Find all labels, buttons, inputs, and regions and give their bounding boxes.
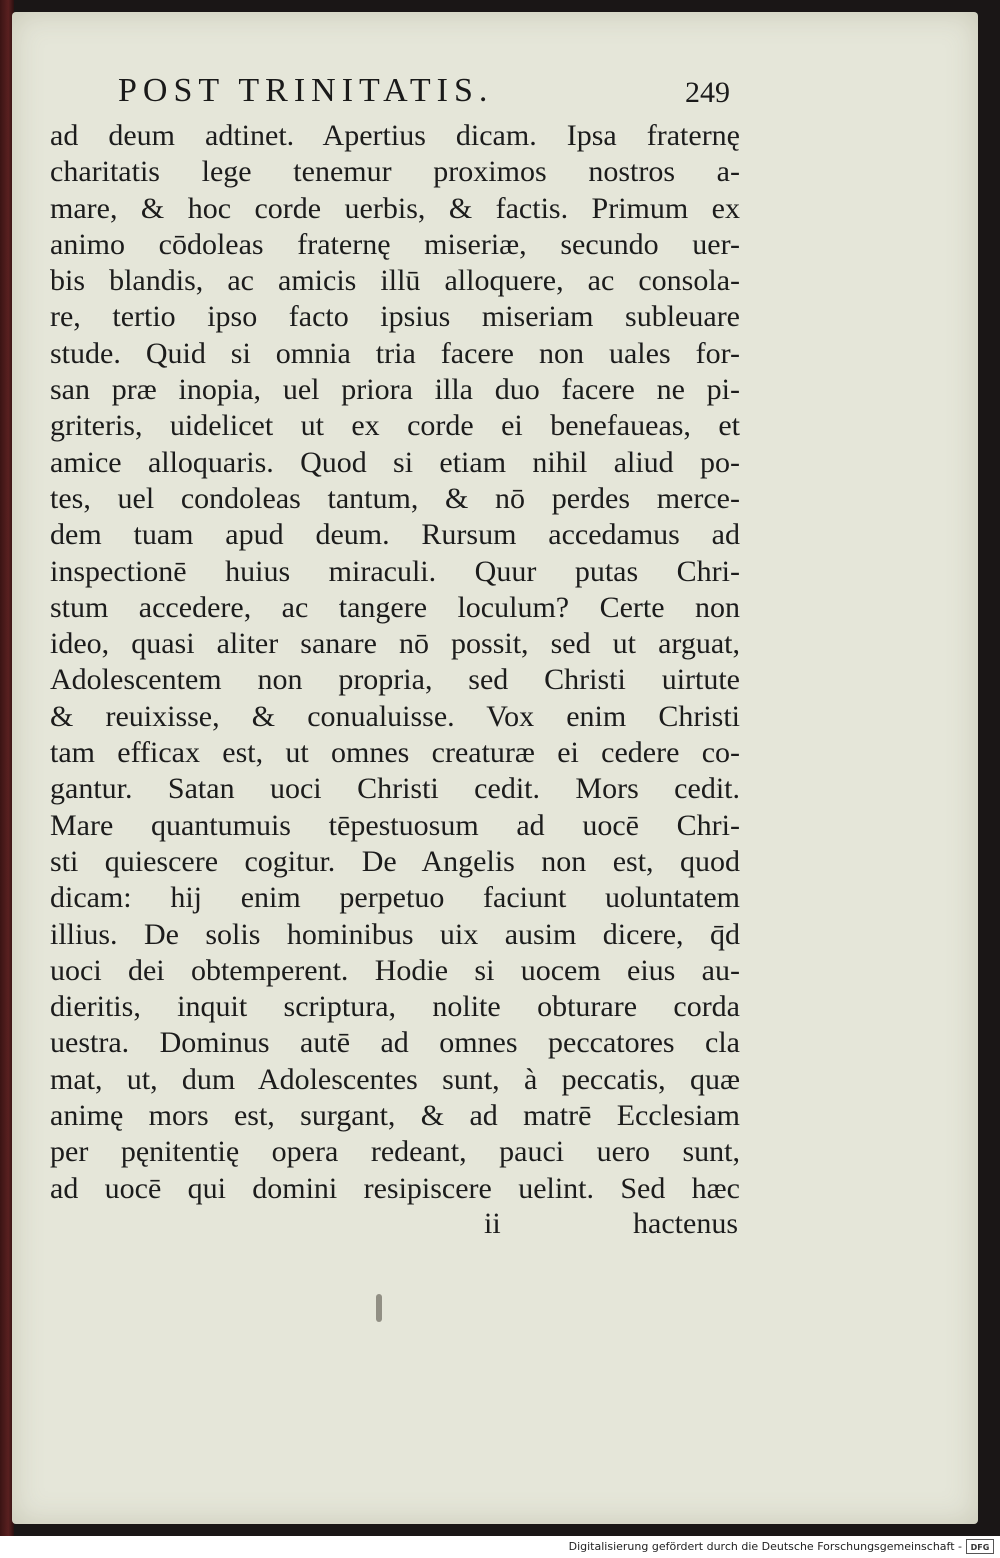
- ink-stain: [376, 1294, 382, 1322]
- text-line: mare, & hoc corde uerbis, & factis. Primum ex: [50, 191, 740, 225]
- text-line: mat, ut, dum Adolescentes sunt, à peccatis, quæ: [50, 1062, 740, 1096]
- text-line: stum accedere, ac tangere loculum? Certe non: [50, 590, 740, 624]
- text-line: dem tuam apud deum. Rursum accedamus ad: [50, 518, 740, 552]
- running-head: POST TRINITATIS.: [118, 72, 494, 109]
- text-line: uoci dei obtemperent. Hodie si uocem eius au-: [50, 953, 740, 987]
- page-header: [118, 68, 738, 114]
- text-line: griteris, uidelicet ut ex corde ei benefaueas, et: [50, 409, 740, 443]
- text-line: ad uocē qui domini resipiscere uelint. Sed hæc: [50, 1171, 740, 1205]
- page-footer: [478, 1204, 738, 1244]
- text-line: charitatis lege tenemur proximos nostros a-: [50, 155, 740, 189]
- text-line: Mare quantumuis tēpestuosum ad uocē Chri-: [50, 808, 740, 842]
- signature-mark: ii: [484, 1207, 501, 1240]
- text-line: animo cōdoleas fraternę miseriæ, secundo uer-: [50, 227, 740, 261]
- text-line: re, tertio ipso facto ipsius miseriam subleuare: [50, 300, 740, 334]
- text-line: illius. De solis hominibus uix ausim dicere, q̄d: [50, 917, 740, 951]
- funding-credit: Digitalisierung gefördert durch die Deutsche Forschungsgemeinschaft -: [568, 1540, 962, 1553]
- page-number: 249: [685, 76, 730, 109]
- text-line: Adolescentem non propria, sed Christi uirtute: [50, 663, 740, 697]
- text-line: per pęnitentię opera redeant, pauci uero sunt,: [50, 1135, 740, 1169]
- text-line: & reuixisse, & conualuisse. Vox enim Christi: [50, 699, 740, 733]
- text-line: animę mors est, surgant, & ad matrē Ecclesiam: [50, 1099, 740, 1133]
- text-line: amice alloquaris. Quod si etiam nihil aliud po-: [50, 445, 740, 479]
- dfg-logo-icon: DFG: [966, 1539, 994, 1554]
- text-line: bis blandis, ac amicis illū alloquere, ac consola-: [50, 264, 740, 298]
- text-line: sti quiescere cogitur. De Angelis non est, quod: [50, 844, 740, 878]
- text-line: dieritis, inquit scriptura, nolite obturare corda: [50, 990, 740, 1024]
- catchword: hactenus: [633, 1207, 738, 1240]
- text-line: san præ inopia, uel priora illa duo facere ne pi-: [50, 373, 740, 407]
- text-line: ideo, quasi aliter sanare nō possit, sed ut arguat,: [50, 627, 740, 661]
- text-line: uestra. Dominus autē ad omnes peccatores cla: [50, 1026, 740, 1060]
- text-line: dicam: hij enim perpetuo faciunt uoluntatem: [50, 881, 740, 915]
- text-line: gantur. Satan uoci Christi cedit. Mors cedit.: [50, 772, 740, 806]
- text-line: inspectionē huius miraculi. Quur putas Chri-: [50, 554, 740, 588]
- body-text: [50, 118, 740, 1207]
- text-line: stude. Quid si omnia tria facere non uales for-: [50, 336, 740, 370]
- credit-bar: [0, 1536, 1000, 1558]
- text-line: tes, uel condoleas tantum, & nō perdes merce-: [50, 481, 740, 515]
- text-line: tam efficax est, ut omnes creaturæ ei cedere co-: [50, 736, 740, 770]
- text-line: ad deum adtinet. Apertius dicam. Ipsa fraternę: [50, 119, 740, 152]
